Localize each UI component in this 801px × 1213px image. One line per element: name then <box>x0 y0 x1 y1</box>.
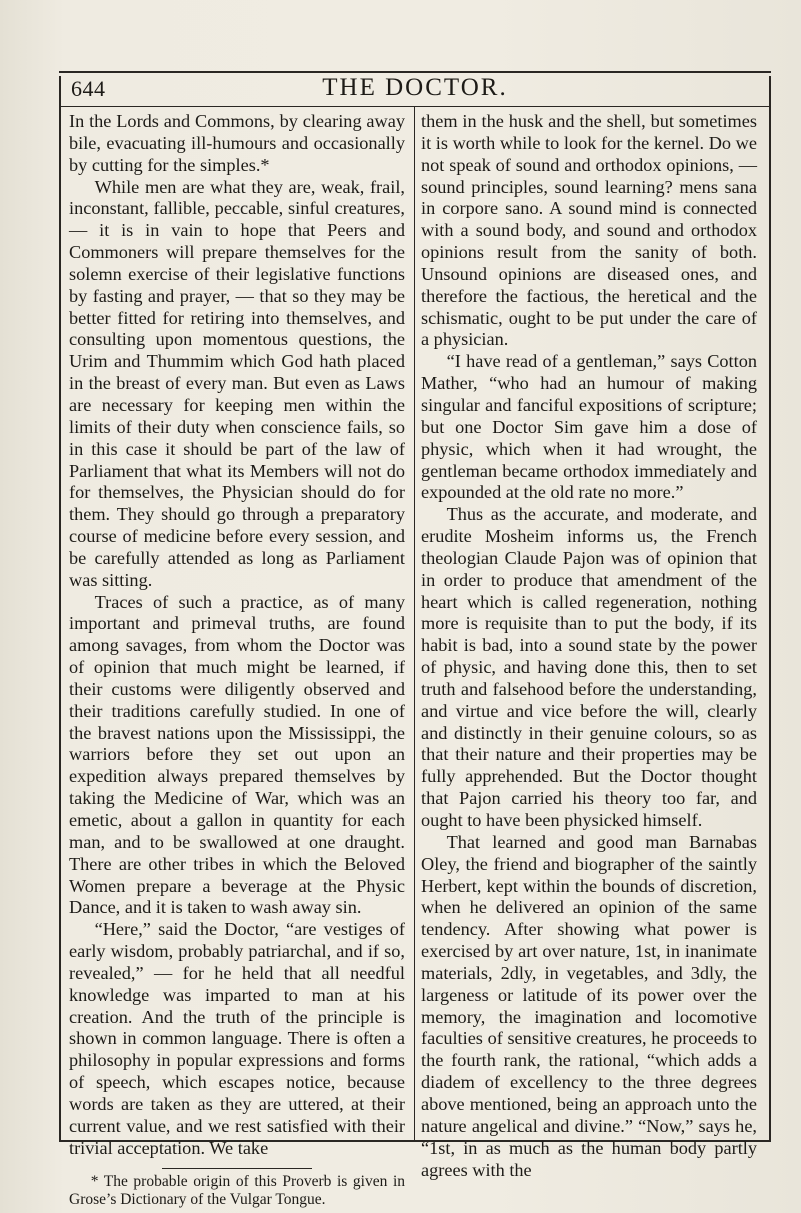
paragraph: “I have read of a gentleman,” says Cotton Mather, “who had an humour of making singular and fanciful expositions of scripture; but one Doctor Sim gave him a dose of physic, which when it had wrought, the gentleman became orthodox immediately and expounded at the old rate no more.” <box>421 351 757 503</box>
paragraph: Thus as the accurate, and moderate, and erudite Mosheim informs us, the French theologian Claude Pajon was of opinion that in order to produce that amendment of the heart which is called regeneration, nothing more is requisite than to put the body, if its habit is bad, into a sound state by the power of physic, and having done this, then to set truth and falsehood before the understanding, and virtue and vice before the will, clearly and distinctly in their genuine colours, so as that their nature and their properties may be fully apprehended. But the Doctor thought that Pajon carried his theory too far, and ought to have been physicked himself. <box>421 504 757 830</box>
paragraph: Traces of such a practice, as of many important and primeval truths, are found among savages, from whom the Doctor was of opinion that much might be learned, if their customs were diligently observed and their traditions carefully studied. In one of the bravest nations upon the Mississippi, the warriors before they set out upon an expedition always prepared themselves by taking the Medicine of War, which was an emetic, about a gallon in quantity for each man, and to be swallowed at one draught. There are other tribes in which the Beloved Women prepare a beverage at the Physic Dance, and it is taken to wash away sin. <box>69 591 405 918</box>
paragraph: “Here,” said the Doctor, “are vestiges of early wisdom, probably patriarchal, and if so, revealed,” — for he held that all needful knowledge was imparted to man at his creation. And the truth of the principle is shown in common language. There is often a philosophy in popular expressions and forms of speech, which escapes notice, because words are taken as they are uttered, at their current value, and we rest satisfied with their trivial acceptation. We take <box>69 919 405 1158</box>
page-number: 644 <box>71 76 106 101</box>
paragraph: That learned and good man Barnabas Oley, the friend and biographer of the saintly Herbert, kept within the bounds of discretion, when he delivered an opinion of the same tendency. After showing what power is exercised by art over nature, 1st, in inanimate materials, 2dly, in vegetables, and 3dly, the largeness or latitude of its power over the memory, the imagination and locomotive faculties of sensitive creatures, he proceeds to the fourth rank, the rational, “which adds a diadem of excellency to the three degrees above mentioned, being an approach unto the nature angelical and divine.” “Now,” says he, “1st, in as much as the human body partly agrees with the <box>421 831 757 1180</box>
footnote: * The probable origin of this Proverb is given in Grose’s Dictionary of the Vulgar Tongue. <box>69 1172 405 1208</box>
paragraph: them in the husk and the shell, but sometimes it is worth while to look for the kernel. Do we not speak of sound and orthodox opinions, — sound principles, sound learning? mens sana in corpore sano. A sound mind is connected with a sound body, and sound and orthodox opinions result from the sanity of both. Unsound opinions are diseased ones, and therefore the factious, the heretical and the schismatic, ought to be put under the care of a physician. <box>421 111 757 350</box>
text-columns <box>59 107 771 1208</box>
right-column <box>421 111 757 1181</box>
running-head: THE DOCTOR. <box>322 74 508 101</box>
column-divider <box>414 107 415 1142</box>
left-column <box>69 111 405 1209</box>
paragraph: In the Lords and Commons, by clearing away bile, evacuating ill-humours and occasionally by cutting for the simples.* <box>69 111 405 175</box>
footnote-rule <box>162 1168 312 1169</box>
paragraph: While men are what they are, weak, frail, inconstant, fallible, peccable, sinful creatures, — it is in vain to hope that Peers and Commoners will prepare themselves for the solemn exercise of their legislative functions by fasting and prayer, — that so they may be better fitted for retiring into themselves, and consulting upon momentous questions, the Urim and Thummim which God hath placed in the breast of every man. But even as Laws are necessary for keeping men within the limits of their duty when conscience fails, so in this case it should be part of the law of Parliament that what its Members will not do for themselves, the Physician should do for them. They should go through a preparatory course of medicine before every session, and be carefully attended as long as Parliament was sitting. <box>69 176 405 590</box>
